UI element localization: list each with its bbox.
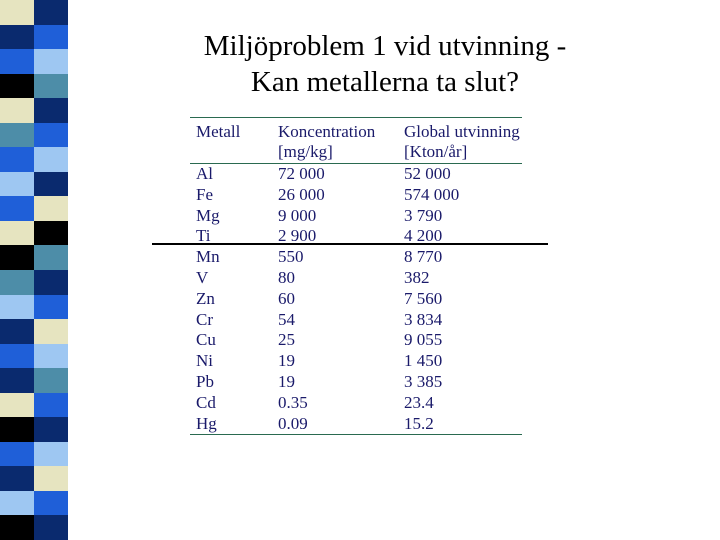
cell-global-extraction: 574 000 bbox=[404, 184, 460, 204]
stripe-block bbox=[0, 221, 34, 246]
stripe-block bbox=[0, 295, 34, 320]
stripe-block bbox=[34, 172, 68, 197]
stripe-block bbox=[0, 98, 34, 123]
cell-concentration: 9 000 bbox=[278, 205, 317, 225]
cell-global-extraction: 3 790 bbox=[404, 205, 443, 225]
table-row bbox=[190, 372, 522, 393]
cell-metal: Al bbox=[196, 164, 213, 183]
header-global-utvinning: Global utvinning bbox=[398, 118, 522, 143]
stripe-block bbox=[0, 344, 34, 369]
cell-metal: Pb bbox=[196, 371, 214, 391]
stripe-block bbox=[0, 368, 34, 393]
stripe-block bbox=[34, 515, 68, 540]
table-header-row bbox=[190, 118, 522, 143]
cell-metal: Hg bbox=[190, 414, 272, 435]
title-line-2: Kan metallerna ta slut? bbox=[250, 66, 520, 98]
stripe-block bbox=[0, 0, 34, 25]
header-koncentration: Koncentration bbox=[272, 118, 398, 143]
cell-concentration: 19 bbox=[278, 371, 295, 391]
stripe-block bbox=[34, 245, 68, 270]
cell-global-extraction: 3 385 bbox=[404, 371, 443, 391]
stripe-block bbox=[0, 147, 34, 172]
stripe-block bbox=[34, 0, 68, 25]
stripe-block bbox=[34, 123, 68, 148]
cell-concentration: 0.35 bbox=[278, 392, 308, 412]
cell-global-extraction: 52 000 bbox=[404, 164, 451, 183]
stripe-block bbox=[34, 344, 68, 369]
cell-metal: Fe bbox=[196, 184, 213, 204]
table-row bbox=[190, 247, 522, 268]
cell-global-extraction: 7 560 bbox=[404, 288, 443, 308]
stripe-block bbox=[34, 295, 68, 320]
cell-concentration: 26 000 bbox=[278, 184, 325, 204]
cell-global-extraction: 8 770 bbox=[404, 247, 443, 267]
stripe-block bbox=[34, 442, 68, 467]
cell-concentration: 0.09 bbox=[272, 414, 398, 435]
stripe-block bbox=[34, 147, 68, 172]
stripe-block bbox=[34, 25, 68, 50]
stripe-block bbox=[0, 49, 34, 74]
stripe-block bbox=[0, 491, 34, 516]
stripe-block bbox=[34, 270, 68, 295]
stripe-block bbox=[0, 123, 34, 148]
table-row bbox=[190, 330, 522, 351]
stripe-block bbox=[0, 417, 34, 442]
cell-global-extraction: 1 450 bbox=[404, 351, 443, 371]
header-unit-global-utvinning: [Kton/år] bbox=[398, 142, 522, 164]
table-row bbox=[190, 185, 522, 206]
slide-title bbox=[150, 28, 620, 100]
table-row bbox=[190, 268, 522, 289]
table-row bbox=[190, 351, 522, 372]
cell-metal: V bbox=[196, 267, 209, 287]
table-row bbox=[190, 289, 522, 310]
table-row bbox=[190, 206, 522, 227]
header-metall: Metall bbox=[190, 118, 272, 143]
stripe-block bbox=[0, 172, 34, 197]
decorative-stripe bbox=[0, 0, 68, 540]
cell-concentration: 550 bbox=[278, 247, 304, 267]
stripe-block bbox=[34, 196, 68, 221]
stripe-block bbox=[0, 25, 34, 50]
stripe-block bbox=[34, 221, 68, 246]
stripe-block bbox=[0, 196, 34, 221]
stripe-block bbox=[34, 466, 68, 491]
cell-global-extraction: 9 055 bbox=[404, 330, 443, 350]
cell-metal: Ni bbox=[196, 351, 213, 371]
cell-global-extraction: 382 bbox=[404, 267, 430, 287]
cell-metal: Cd bbox=[196, 392, 216, 412]
stripe-block bbox=[34, 74, 68, 99]
table-row bbox=[190, 310, 522, 331]
header-unit-koncentration: [mg/kg] bbox=[272, 142, 398, 164]
stripe-block bbox=[0, 319, 34, 344]
table-row bbox=[190, 393, 522, 414]
header-unit-metall bbox=[190, 142, 272, 164]
stripe-block bbox=[0, 245, 34, 270]
cell-metal: Ti bbox=[196, 226, 211, 246]
cell-global-extraction: 4 200 bbox=[404, 226, 443, 246]
stripe-block bbox=[34, 491, 68, 516]
stripe-block bbox=[0, 466, 34, 491]
stripe-block bbox=[34, 319, 68, 344]
cell-concentration: 72 000 bbox=[278, 164, 325, 183]
stripe-block bbox=[34, 49, 68, 74]
cell-concentration: 19 bbox=[278, 351, 295, 371]
cell-metal: Cr bbox=[196, 309, 213, 329]
cell-metal: Zn bbox=[196, 288, 215, 308]
table-row bbox=[190, 164, 522, 185]
cell-metal: Mn bbox=[196, 247, 220, 267]
stripe-block bbox=[34, 368, 68, 393]
cell-metal: Mg bbox=[196, 205, 220, 225]
cell-concentration: 25 bbox=[278, 330, 295, 350]
stripe-block bbox=[34, 417, 68, 442]
cell-concentration: 54 bbox=[278, 309, 295, 329]
metal-table-container bbox=[190, 117, 522, 435]
title-line-1: Miljöproblem 1 vid utvinning - bbox=[203, 30, 567, 62]
cell-global-extraction: 3 834 bbox=[404, 309, 443, 329]
stripe-block bbox=[34, 393, 68, 418]
cell-metal: Cu bbox=[196, 330, 216, 350]
cell-concentration: 80 bbox=[278, 267, 295, 287]
cell-concentration: 2 900 bbox=[278, 226, 317, 246]
table-header-units-row bbox=[190, 142, 522, 164]
cell-global-extraction: 23.4 bbox=[404, 392, 434, 412]
stripe-block bbox=[0, 442, 34, 467]
table-row bbox=[190, 226, 522, 247]
stripe-block bbox=[0, 74, 34, 99]
cell-global-extraction: 15.2 bbox=[398, 414, 522, 435]
metal-table bbox=[190, 117, 522, 435]
stripe-block bbox=[0, 515, 34, 540]
stripe-block bbox=[0, 393, 34, 418]
stripe-block bbox=[0, 270, 34, 295]
stripe-block bbox=[34, 98, 68, 123]
cell-concentration: 60 bbox=[278, 288, 295, 308]
table-row bbox=[190, 414, 522, 435]
